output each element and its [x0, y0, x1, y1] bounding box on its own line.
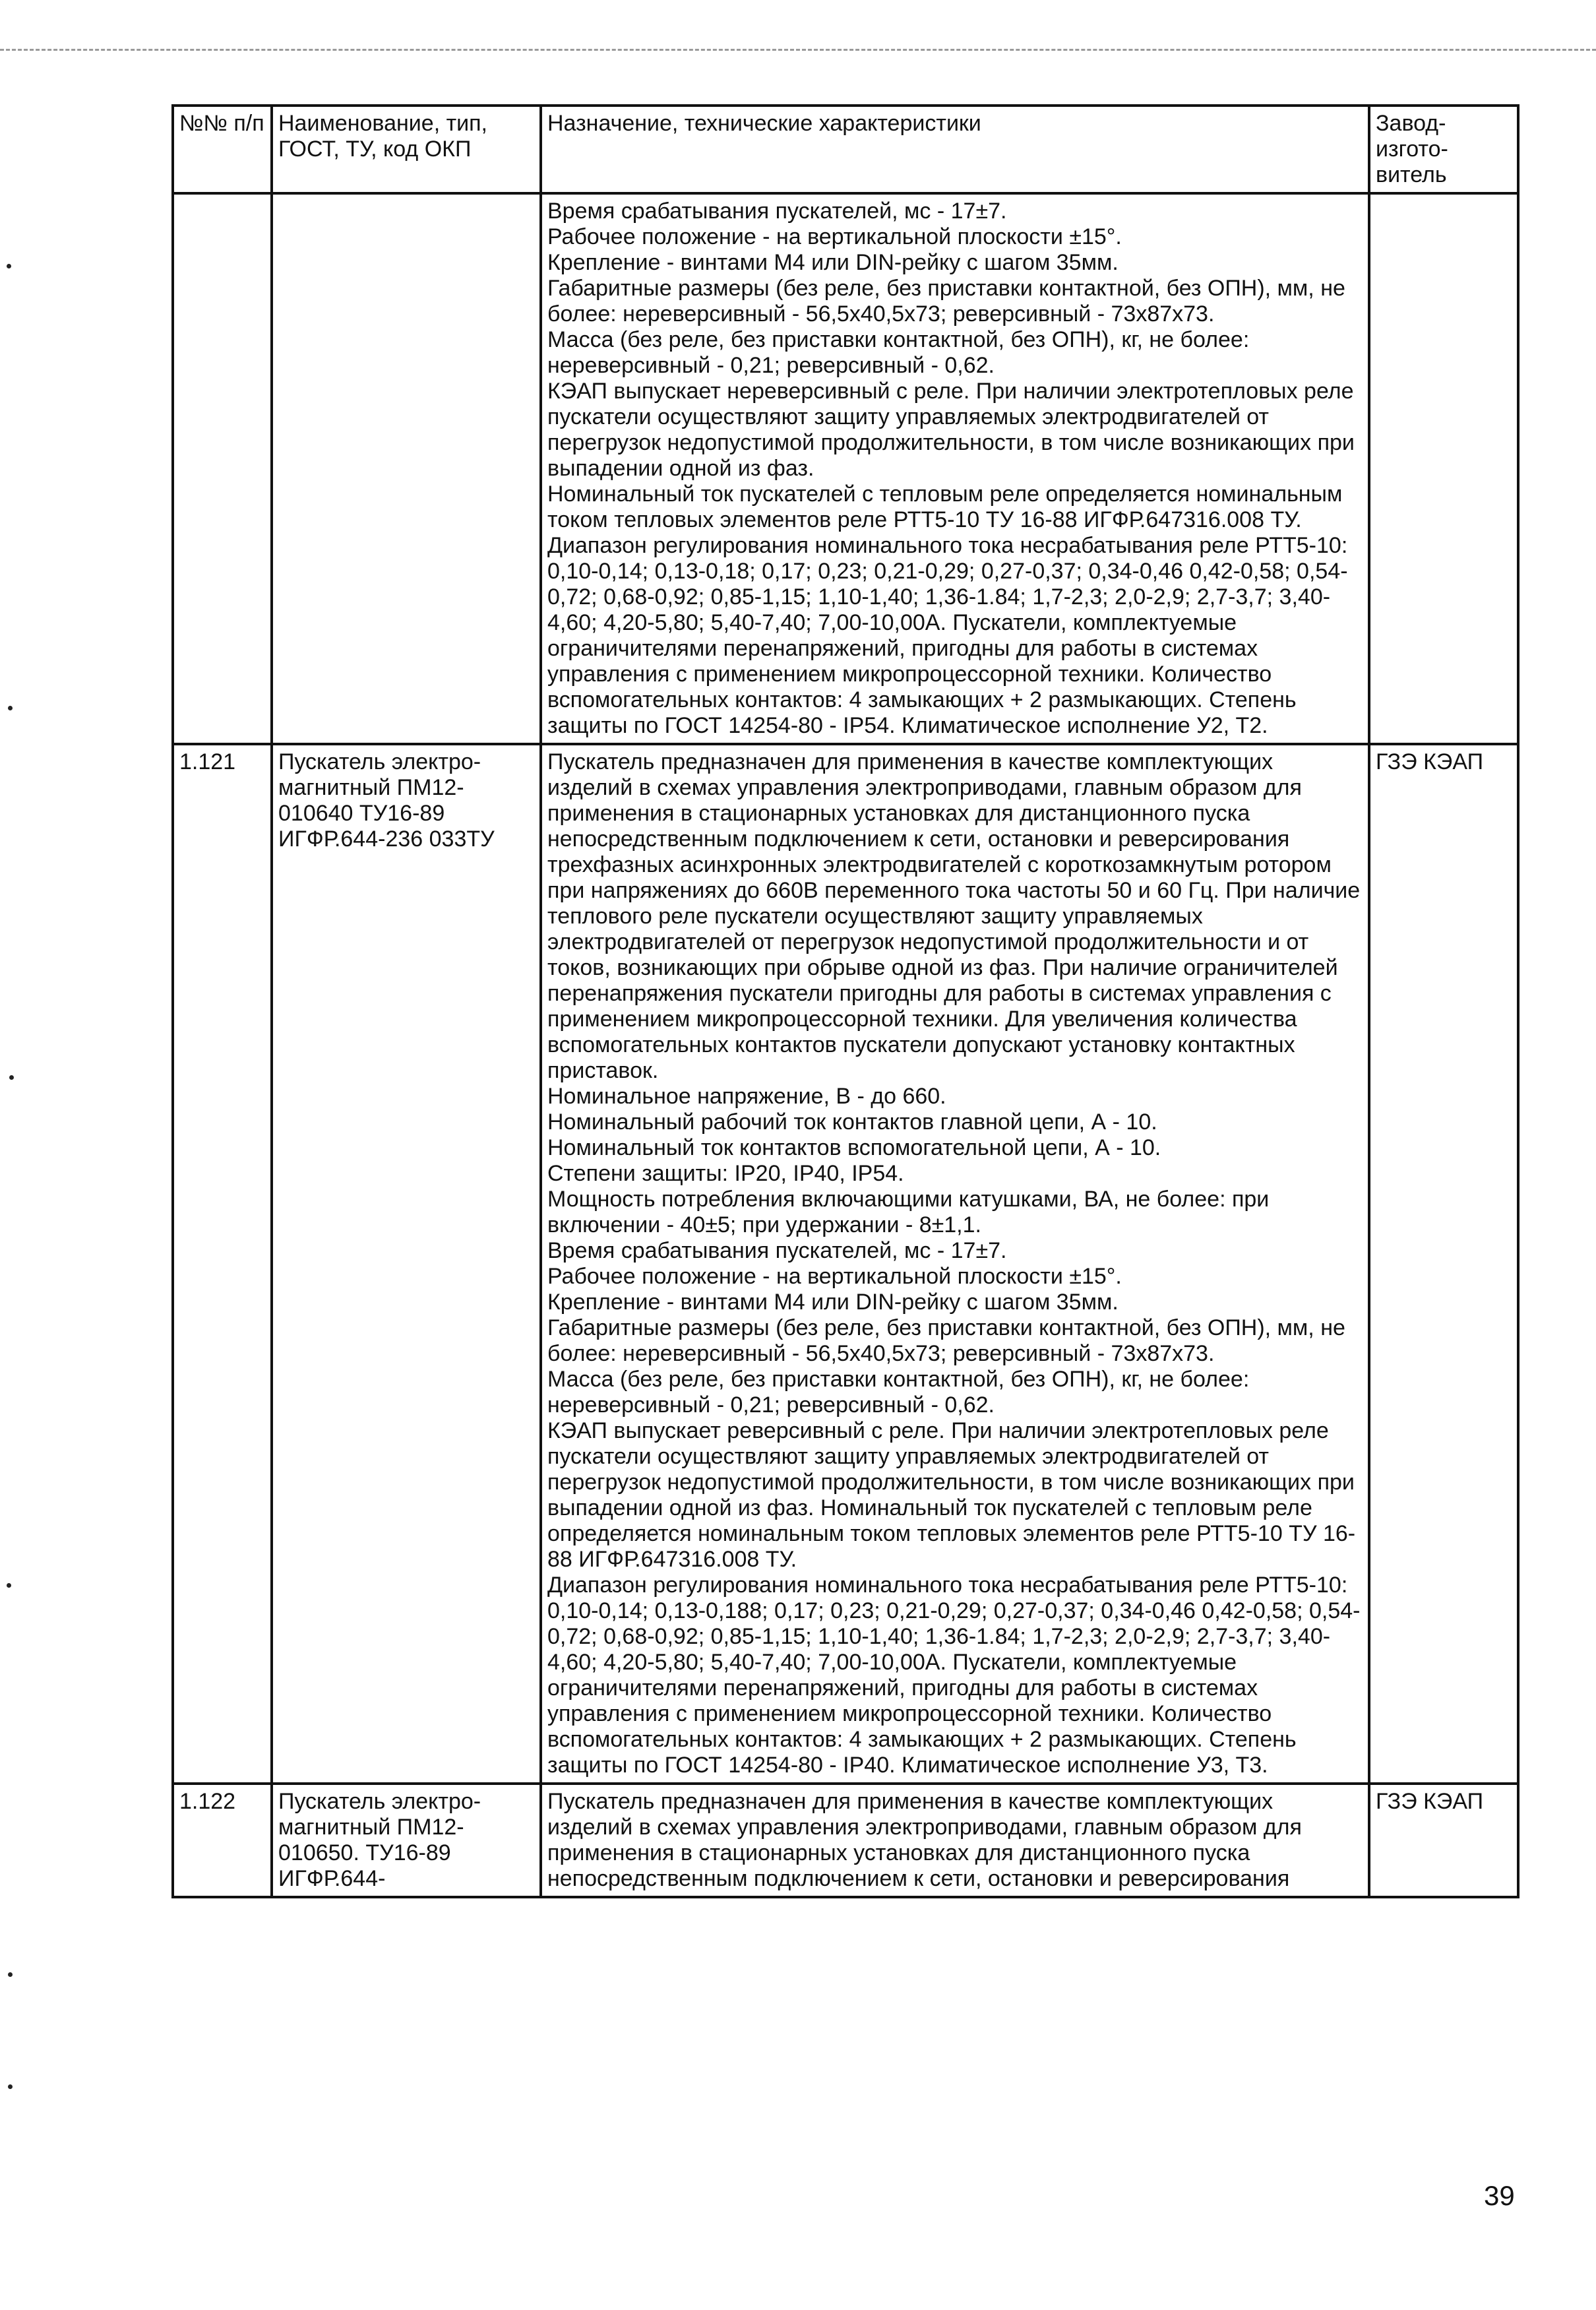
cell-desc	[541, 744, 1369, 1784]
desc-paragraph: Номинальное напряжение, В - до 660.	[547, 1084, 946, 1109]
desc-paragraph: Масса (без реле, без приставки контактной, без ОПН), кг, не более: нереверсивный - 0,21; реверсивный - 0,62.	[547, 1367, 1250, 1418]
desc-paragraph: КЭАП выпускает нереверсивный с реле. При наличии электротепловых реле пускатели осуществляют защиту управляемых электродвигателей от перегрузок недопустимой продолжительности, в том числе возникающих при выпадении одной из фаз.	[547, 379, 1355, 481]
cell-maker	[1369, 193, 1518, 744]
desc-paragraph: Время срабатывания пускателей, мс - 17±7.	[547, 199, 1007, 224]
desc-paragraph: Время срабатывания пускателей, мс - 17±7.	[547, 1238, 1007, 1263]
desc-paragraph: Диапазон регулирования номинального тока несрабатывания реле РТТ5-10: 0,10-0,14; 0,13-0,188; 0,17; 0,23; 0,21-0,29; 0,27-0,37; 0,34-0,46 0,42-0,58; 0,54-0,72; 0,68-0,92; 0,85-1,15; 1,10-1,40; 1,36-1.84; 1,7-2,3; 2,0-2,9; 2,7-3,7; 3,40-4,60; 4,20-5,80; 5,40-7,40; 7,00-10,00А. Пускатели, комплектуемые ограничителями перенапряжений, пригодны для работы в системах управления с применением микропроцессорной техники. Количество вспомогательных контактов: 4 замыкающих + 2 размыкающих. Степень защиты по ГОСТ 14254-80 - IP40. Климатическое исполнение У3, Т3.	[547, 1573, 1361, 1778]
desc-paragraph: Диапазон регулирования номинального тока несрабатывания реле РТТ5-10: 0,10-0,14; 0,13-0,18; 0,17; 0,23; 0,21-0,29; 0,27-0,37; 0,34-0,46 0,42-0,58; 0,54-0,72; 0,68-0,92; 0,85-1,15; 1,10-1,40; 1,36-1.84; 1,7-2,3; 2,0-2,9; 2,7-3,7; 3,40-4,60; 4,20-5,80; 5,40-7,40; 7,00-10,00А. Пускатели, комплектуемые ограничителями перенапряжений, пригодны для работы в системах управления с применением микропроцессорной техники. Количество вспомогательных контактов: 4 замыкающих + 2 размыкающих. Степень защиты по ГОСТ 14254-80 - IP54. Климатическое исполнение У2, Т2.	[547, 533, 1348, 738]
table-row	[173, 1784, 1518, 1897]
cell-maker: ГЗЭ КЭАП	[1369, 744, 1518, 1784]
desc-paragraph: Степени защиты: IP20, IP40, IP54.	[547, 1161, 904, 1186]
scan-speck	[7, 264, 11, 268]
desc-paragraph: Номинальный ток контактов вспомогательной цепи, А - 10.	[547, 1135, 1161, 1160]
cell-name: Пускатель электро-магнитный ПМ12-010640 ТУ16-89 ИГФР.644-236 033ТУ	[272, 744, 541, 1784]
cell-name	[272, 193, 541, 744]
desc-paragraph: Номинальный рабочий ток контактов главной цепи, А - 10.	[547, 1109, 1157, 1135]
desc-paragraph: Рабочее положение - на вертикальной плоскости ±15°.	[547, 224, 1122, 249]
cell-desc	[541, 193, 1369, 744]
desc-paragraph: Мощность потребления включающими катушками, ВА, не более: при включении - 40±5; при удержании - 8±1,1.	[547, 1187, 1270, 1237]
cell-desc	[541, 1784, 1369, 1897]
cell-name: Пускатель электро-магнитный ПМ12-010650. ТУ16-89 ИГФР.644-	[272, 1784, 541, 1897]
cell-num: 1.122	[173, 1784, 272, 1897]
cell-maker: ГЗЭ КЭАП	[1369, 1784, 1518, 1897]
scan-speck	[8, 706, 13, 710]
header-desc: Назначение, технические характеристики	[541, 106, 1369, 193]
desc-paragraph: Номинальный ток пускателей с тепловым реле определяется номинальным током тепловых элементов реле РТТ5-10 ТУ 16-88 ИГФР.647316.008 ТУ.	[547, 482, 1343, 532]
desc-paragraph: КЭАП выпускает реверсивный с реле. При наличии электротепловых реле пускатели осуществляют защиту управляемых электродвигателей от перегрузок недопустимой продолжительности, в том числе возникающих при выпадении одной из фаз. Номинальный ток пускателей с тепловым реле определяется номинальным током тепловых элементов реле РТТ5-10 ТУ 16-88 ИГФР.647316.008 ТУ.	[547, 1418, 1356, 1572]
table-row	[173, 744, 1518, 1784]
desc-paragraph: Крепление - винтами М4 или DIN-рейку с шагом 35мм.	[547, 1290, 1119, 1315]
cell-num: 1.121	[173, 744, 272, 1784]
header-num: №№ п/п	[173, 106, 272, 193]
header-name: Наименование, тип, ГОСТ, ТУ, код ОКП	[272, 106, 541, 193]
desc-paragraph: Рабочее положение - на вертикальной плоскости ±15°.	[547, 1264, 1122, 1289]
header-maker: Завод-изгото-витель	[1369, 106, 1518, 193]
desc-paragraph: Габаритные размеры (без реле, без приставки контактной, без ОПН), мм, не более: нереверсивный - 56,5х40,5х73; реверсивный - 73х87х73.	[547, 1315, 1345, 1366]
desc-paragraph: Пускатель предназначен для применения в качестве комплектующих изделий в схемах управления электроприводами, главным образом для применения в стационарных установках для дистанционного пуска непосредственным подключением к сети, остановки и реверсирования	[547, 1789, 1302, 1891]
scan-speck	[7, 1583, 11, 1588]
scan-edge-line	[0, 49, 1596, 51]
desc-paragraph: Габаритные размеры (без реле, без приставки контактной, без ОПН), мм, не более: нереверсивный - 56,5х40,5х73; реверсивный - 73х87х73.	[547, 276, 1345, 327]
page-number: 39	[1484, 2180, 1515, 2211]
spec-table	[171, 104, 1519, 1898]
desc-paragraph: Масса (без реле, без приставки контактной, без ОПН), кг, не более: нереверсивный - 0,21; реверсивный - 0,62.	[547, 327, 1250, 378]
desc-paragraph: Пускатель предназначен для применения в качестве комплектующих изделий в схемах управления электроприводами, главным образом для применения в стационарных установках для дистанционного пуска непосредственным подключением к сети, остановки и реверсирования трехфазных асинхронных электродвигателей с короткозамкнутым ротором при напряжениях до 660В переменного тока частоты 50 и 60 Гц. При наличие теплового реле пускатели осуществляют защиту управляемых электродвигателей от перегрузок недопустимой продолжительности и от токов, возникающих при обрыве одной из фаз. При наличие ограничителей перенапряжения пускатели пригодны для работы в системах управления с применением микропроцессорной техники. Для увеличения количества вспомогательных контактов пускатели допускают установку контактных приставок.	[547, 749, 1361, 1083]
header-row	[173, 106, 1518, 193]
cell-num	[173, 193, 272, 744]
scan-speck	[8, 2084, 13, 2089]
desc-paragraph: Крепление - винтами М4 или DIN-рейку с шагом 35мм.	[547, 250, 1119, 275]
scan-speck	[9, 1075, 14, 1080]
scan-speck	[8, 1972, 13, 1977]
table-row-continuation	[173, 193, 1518, 744]
